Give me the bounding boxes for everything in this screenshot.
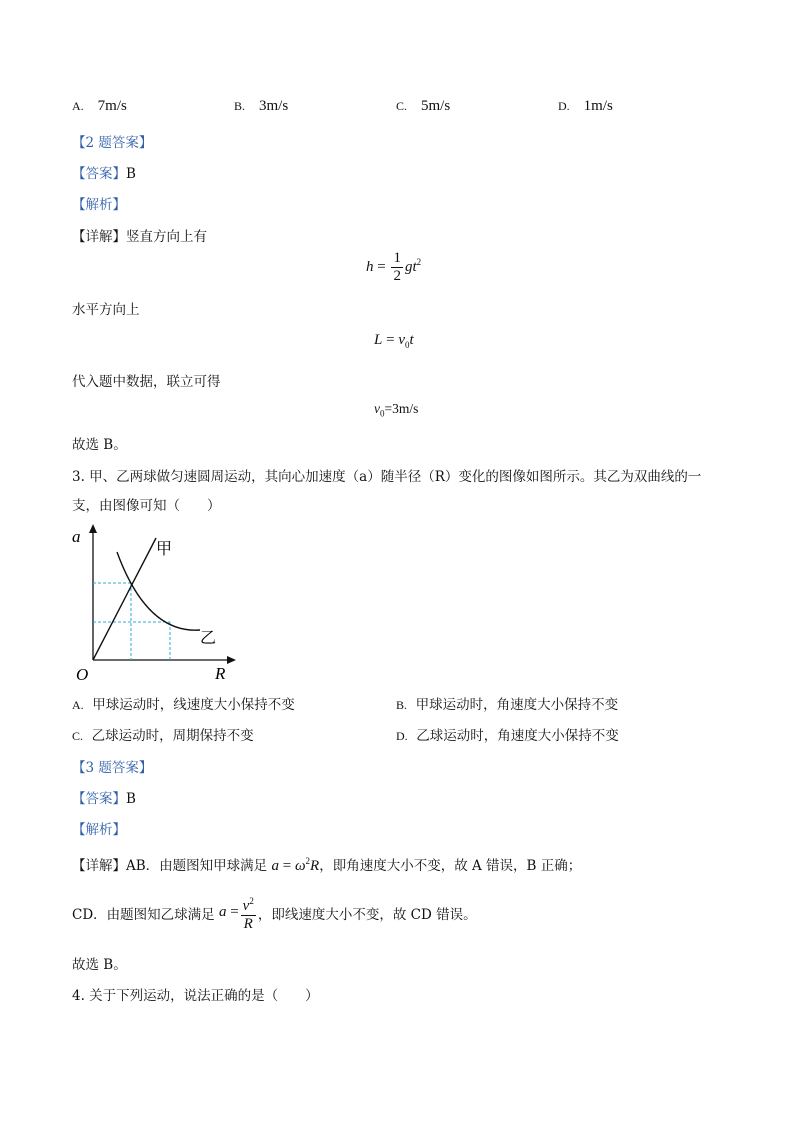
q3-analysis-heading: 【解析】 [72,822,126,838]
q3-option-b [396,693,618,713]
formula-exponent: 2 [305,856,311,866]
q3-stem-line2: 支，由图像可知（ ） [72,498,221,514]
eq-velocity: v [398,332,405,348]
option-text: 甲球运动时，角速度大小保持不变 [415,697,619,713]
curve-yi [117,552,200,630]
result-value: =3m/s [384,401,419,416]
formula-omega [271,858,319,874]
eq-time: t [409,332,414,348]
line-jia-label: 甲 [156,539,173,558]
q2-option-b [234,98,288,115]
fraction-numerator: 1 [393,250,401,266]
q2-answer-heading: 【2 题答案】 [72,135,153,151]
option-letter: B. [396,698,408,712]
a-vs-r-graph [72,524,252,684]
q2-detail [72,225,207,245]
q2-substitute-text: 代入题中数据，联立可得 [72,374,221,390]
q2-option-c [396,98,450,115]
eq-lhs: L [374,332,383,348]
numerator-v: v [242,898,250,914]
q3-option-d [396,724,619,744]
q2-option-a [72,98,127,115]
answer-value: B [126,166,136,182]
q3-choose: 故选 B。 [72,957,127,973]
q3-option-a [72,693,295,713]
q2-analysis-heading: 【解析】 [72,197,126,213]
equation-free-fall [366,250,421,285]
detail-label: 【详解】 [72,229,126,245]
fraction-denominator: 2 [393,268,401,284]
q3-detail-ab [72,854,581,875]
option-letter: D. [558,99,570,113]
answer-label: 【答案】 [72,791,126,807]
eq-lhs: h [366,258,374,275]
eq-sign: = [386,332,395,348]
formula-eq: = [282,858,292,874]
option-text: 乙球运动时，角速度大小保持不变 [416,728,619,744]
detail-label: 【详解】 [72,858,126,874]
q3-detail-cd [72,893,477,933]
formula-omega-symbol: ω [294,858,306,874]
option-letter: D. [396,729,408,743]
q2-choose: 故选 B。 [72,437,127,453]
q2-option-d [558,98,613,115]
q3-stem-line1: 3. 甲、乙两球做匀速圆周运动，其向心加速度（a）随半径（R）变化的图像如图所示。其乙为双曲线的一 [72,469,702,485]
option-letter: A. [72,698,84,712]
q2-answer [72,162,136,182]
q2-result [374,401,418,419]
option-letter: B. [234,99,246,113]
fraction [241,893,256,933]
answer-label: 【答案】 [72,166,126,182]
q2-horizontal-text: 水平方向上 [72,302,140,318]
y-axis-arrow [89,524,97,533]
formula-v2-over-r [218,896,258,932]
option-letter: C. [396,99,408,113]
x-axis-label: R [215,664,226,683]
option-text: 甲球运动时，线速度大小保持不变 [92,697,295,713]
option-value: 3m/s [259,98,289,114]
q4-stem: 4. 关于下列运动，说法正确的是（ ） [72,988,319,1004]
q3-option-c [72,724,254,744]
detail-text: AB．由题图知甲球满足 [126,858,268,874]
option-letter: A. [72,99,84,113]
formula-eq: = [230,904,239,921]
result-velocity: v [374,401,380,416]
option-letter: C. [72,729,84,743]
eq-exponent: 2 [416,256,422,267]
option-value: 5m/s [421,98,451,114]
formula-r: R [310,858,320,874]
formula-a: a [218,904,227,921]
eq-rhs: gt [404,258,417,275]
equation-horizontal [374,332,414,350]
eq-sign: = [377,258,386,275]
line-jia [93,538,156,660]
numerator-exponent: 2 [249,896,254,906]
option-value: 7m/s [97,98,127,114]
q3-answer [72,787,136,807]
fraction [391,250,403,285]
origin-label: O [76,665,89,684]
eq-subscript: 0 [404,340,410,350]
fraction-denominator: R [243,916,253,932]
fraction-numerator [241,893,256,916]
detail-text: 竖直方向上有 [126,229,207,245]
q3-answer-heading: 【3 题答案】 [72,760,153,776]
answer-value: B [126,791,136,807]
curve-yi-label: 乙 [200,628,217,647]
detail-text: CD．由题图知乙球满足 [72,907,215,923]
y-axis-label: a [72,527,81,546]
formula-a: a [271,858,279,874]
option-value: 1m/s [583,98,613,114]
x-axis-arrow [227,656,236,664]
detail-text-end: ，即角速度大小不变，故 A 错误，B 正确； [319,858,582,874]
option-text: 乙球运动时，周期保持不变 [91,728,254,744]
detail-text-end: ，即线速度大小不变，故 CD 错误。 [257,907,477,923]
result-subscript: 0 [380,408,385,419]
